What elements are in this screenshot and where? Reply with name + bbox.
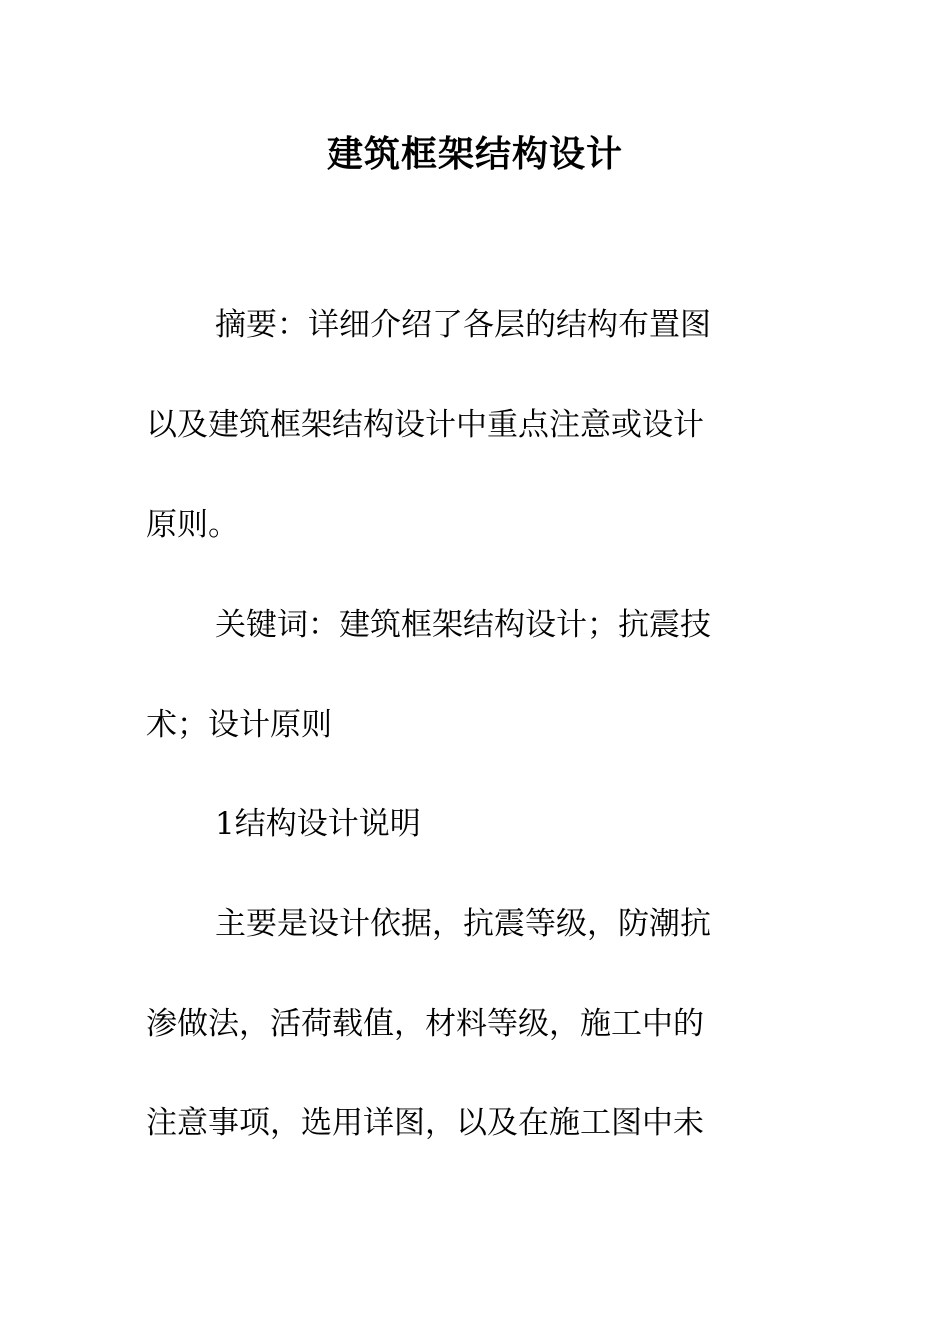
body-line-3: 注意事项，选用详图，以及在施工图中未 (146, 1105, 704, 1141)
section-heading: 1结构设计说明 (215, 806, 421, 842)
abstract-line-2: 以及建筑框架结构设计中重点注意或设计 (146, 407, 704, 443)
abstract-line-1: 摘要：详细介绍了各层的结构布置图 (215, 307, 711, 343)
body-line-1: 主要是设计依据，抗震等级，防潮抗 (215, 906, 711, 942)
body-line-2: 渗做法，活荷载值，材料等级，施工中的 (146, 1006, 704, 1042)
keywords-line-2: 术；设计原则 (146, 707, 332, 743)
keywords-line-1: 关键词：建筑框架结构设计；抗震技 (215, 607, 711, 643)
abstract-line-3: 原则。 (146, 507, 239, 543)
document-title: 建筑框架结构设计 (326, 133, 623, 175)
